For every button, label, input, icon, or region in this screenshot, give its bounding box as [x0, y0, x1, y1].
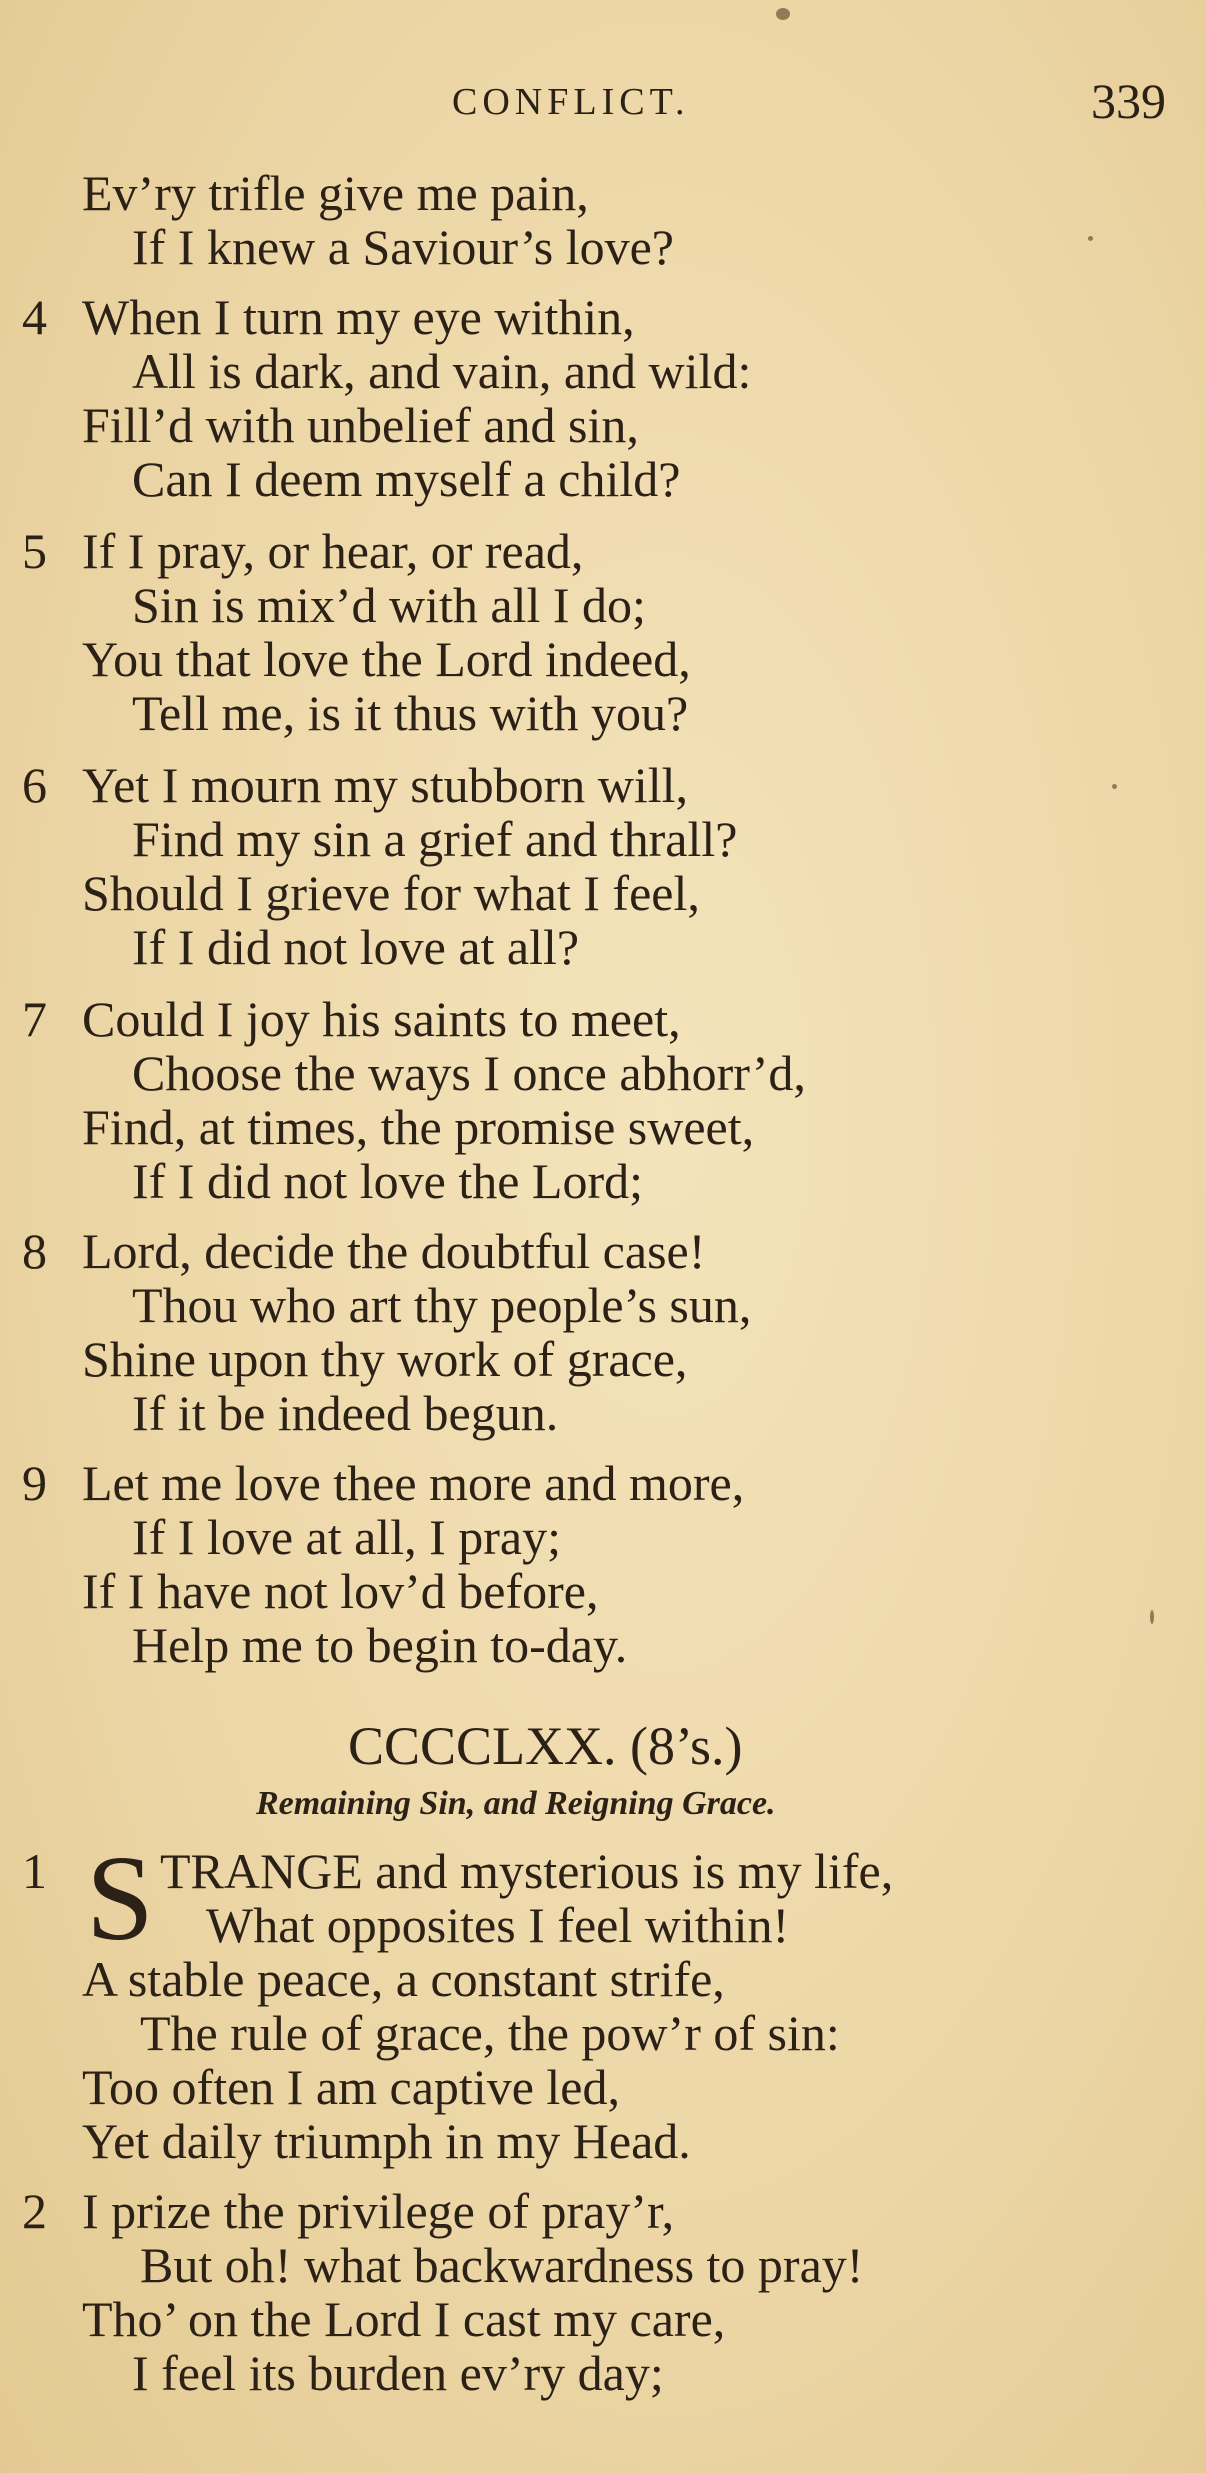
verse-line: Tell me, is it thus with you? — [132, 685, 689, 741]
verse-line: If I pray, or hear, or read, — [82, 523, 584, 579]
verse-line: Find, at times, the promise sweet, — [82, 1099, 755, 1155]
verse-line: When I turn my eye within, — [82, 289, 635, 345]
verse-line: If I love at all, I pray; — [132, 1509, 561, 1565]
verse-line: I prize the privilege of pray’r, — [82, 2183, 675, 2239]
verse-line: Could I joy his saints to meet, — [82, 991, 681, 1047]
verse-line: I feel its burden ev’ry day; — [132, 2345, 664, 2401]
verse-line: Can I deem myself a child? — [132, 451, 681, 507]
verse-line: Choose the ways I once abhorr’d, — [132, 1045, 806, 1101]
verse-line: But oh! what backwardness to pray! — [140, 2237, 864, 2293]
paper-speck — [1112, 784, 1117, 789]
paper-speck — [1150, 1610, 1154, 1624]
hymn-title: CCCCLXX. (8’s.) — [348, 1716, 743, 1776]
verse-line: Find my sin a grief and thrall? — [132, 811, 738, 867]
verse-line: Should I grieve for what I feel, — [82, 865, 700, 921]
hymn-subtitle: Remaining Sin, and Reigning Grace. — [256, 1785, 776, 1822]
page-header — [0, 72, 1206, 132]
verse-line: If I did not love the Lord; — [132, 1153, 643, 1209]
paper-speck — [1088, 236, 1093, 241]
verse-line: TRANGE and mysterious is my life, — [160, 1843, 894, 1899]
verse-line: Ev’ry trifle give me pain, — [82, 165, 589, 221]
verse-number: 7 — [22, 991, 47, 1047]
verse-line: If it be indeed begun. — [132, 1385, 559, 1441]
verse-line: Help me to begin to-day. — [132, 1617, 628, 1673]
verse-line: Yet daily triumph in my Head. — [82, 2113, 691, 2169]
verse-line: If I did not love at all? — [132, 919, 580, 975]
verse-number: 8 — [22, 1223, 47, 1279]
drop-cap: S — [86, 1831, 154, 1966]
page-number: 339 — [1091, 73, 1166, 129]
verse-number: 9 — [22, 1455, 47, 1511]
paper-speck — [776, 8, 790, 20]
verse-line: Fill’d with unbelief and sin, — [82, 397, 639, 453]
verse-number: 6 — [22, 757, 47, 813]
verse-line: You that love the Lord indeed, — [82, 631, 691, 687]
verse-line: Thou who art thy people’s sun, — [132, 1277, 752, 1333]
verse-line: A stable peace, a constant strife, — [82, 1951, 725, 2007]
verse-line: If I knew a Saviour’s love? — [132, 219, 674, 275]
verse-line: The rule of grace, the pow’r of sin: — [140, 2005, 840, 2061]
running-head: CONFLICT. — [452, 81, 690, 123]
verse-line: Tho’ on the Lord I cast my care, — [82, 2291, 726, 2347]
verse-line: What opposites I feel within! — [206, 1897, 790, 1953]
verse-line: All is dark, and vain, and wild: — [132, 343, 752, 399]
verse-line: Lord, decide the doubtful case! — [82, 1223, 706, 1279]
verse-line: Let me love thee more and more, — [82, 1455, 745, 1511]
verse-line: Too often I am captive led, — [82, 2059, 620, 2115]
verse-number: 1 — [22, 1843, 47, 1899]
verse-line: If I have not lov’d before, — [82, 1563, 599, 1619]
verse-line: Shine upon thy work of grace, — [82, 1331, 688, 1387]
verse-number: 5 — [22, 523, 47, 579]
verse-number: 2 — [22, 2183, 47, 2239]
verse-number: 4 — [22, 289, 47, 345]
verse-line: Yet I mourn my stubborn will, — [82, 757, 689, 813]
verse-line: Sin is mix’d with all I do; — [132, 577, 646, 633]
